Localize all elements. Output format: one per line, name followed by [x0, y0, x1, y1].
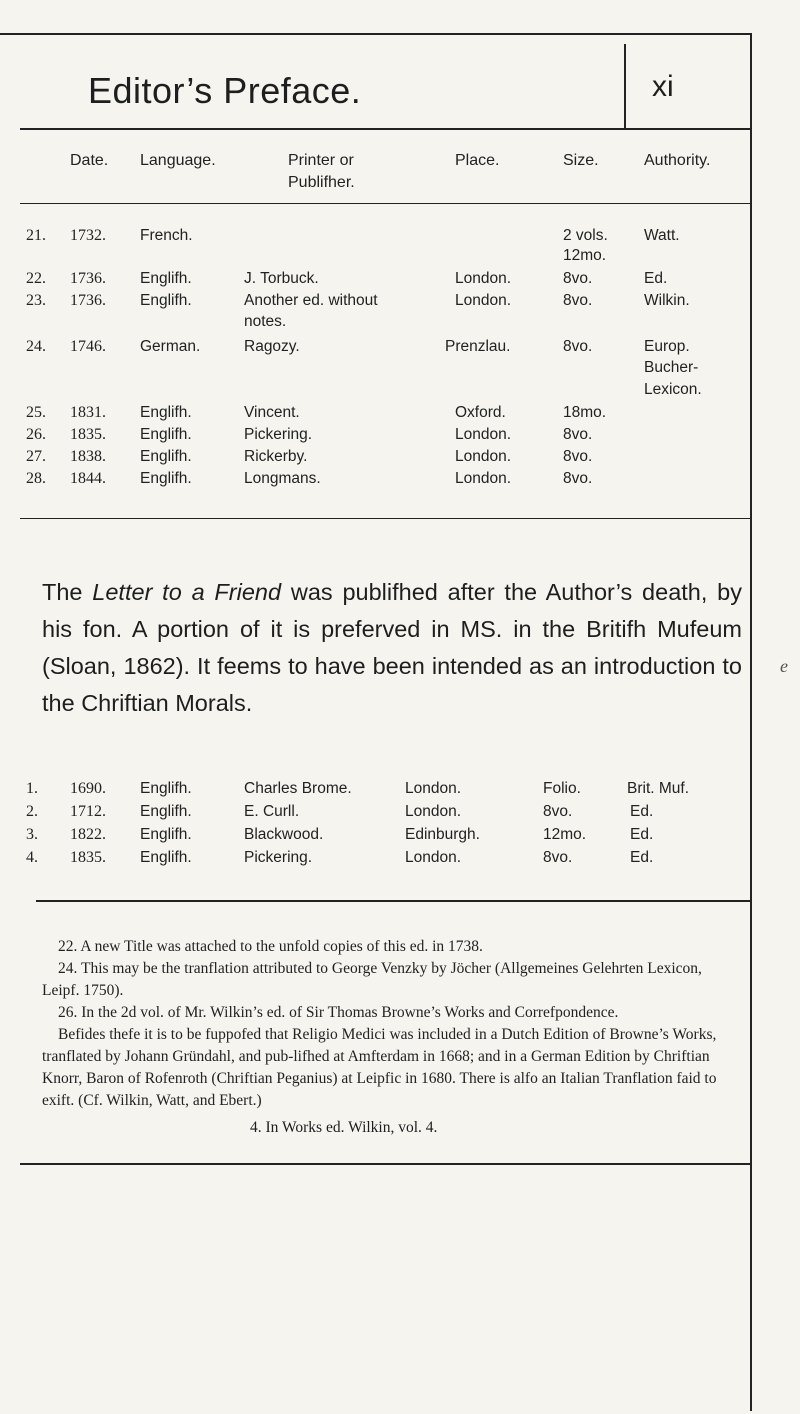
- row-printer-line2: notes.: [244, 313, 287, 330]
- row-printer: Longmans.: [244, 470, 321, 487]
- row-date: 1736.: [70, 292, 106, 309]
- col-size: Size.: [563, 152, 599, 169]
- row-authority: Europ.: [644, 338, 690, 355]
- notes-separator: [36, 900, 750, 902]
- right-border: [750, 33, 752, 1411]
- table1-header-rule: [20, 203, 750, 204]
- row-language: French.: [140, 227, 193, 244]
- row-printer: Another ed. without: [244, 292, 378, 309]
- paragraph-post: was publifhed after the Author’s death, by his fon. A portion of it is preferved in MS. in the Britifh Mufeum (Sloan, 1862). It feems to have been intended as an introduction to the Chriftian Morals.: [42, 579, 743, 716]
- row-date: 1712.: [70, 803, 106, 820]
- row-language: Englifh.: [140, 270, 192, 287]
- row-size: 18mo.: [563, 404, 607, 421]
- row-date: 1835.: [70, 426, 106, 443]
- row-number: 4.: [26, 849, 38, 866]
- row-authority: Brit. Muf.: [627, 780, 690, 797]
- row-printer: Pickering.: [244, 849, 313, 866]
- row-date: 1835.: [70, 849, 106, 866]
- row-place: London.: [455, 470, 512, 487]
- footnote-reference: 4. In Works ed. Wilkin, vol. 4.: [250, 1119, 438, 1136]
- row-authority: Ed.: [630, 826, 654, 843]
- row-number: 1.: [26, 780, 38, 797]
- col-place: Place.: [455, 152, 500, 169]
- row-size: 8vo.: [563, 426, 593, 443]
- header-bottom-rule: [20, 128, 750, 130]
- row-number: 27.: [26, 448, 46, 465]
- row-authority-line3: Lexicon.: [644, 381, 702, 398]
- row-place: London.: [405, 780, 462, 797]
- row-language: Englifh.: [140, 803, 192, 820]
- row-language: Englifh.: [140, 426, 192, 443]
- row-authority: Ed.: [630, 803, 654, 820]
- row-authority: Watt.: [644, 227, 680, 244]
- row-printer: E. Curll.: [244, 803, 300, 820]
- row-place: London.: [405, 803, 462, 820]
- row-number: 26.: [26, 426, 46, 443]
- row-printer: Blackwood.: [244, 826, 324, 843]
- col-date: Date.: [70, 152, 109, 169]
- footnotes: [42, 936, 742, 1112]
- row-printer: Rickerby.: [244, 448, 308, 465]
- table1-bottom-rule: [20, 518, 750, 519]
- row-date: 1844.: [70, 470, 106, 487]
- row-authority: Ed.: [644, 270, 668, 287]
- row-language: Englifh.: [140, 404, 192, 421]
- row-language: Englifh.: [140, 826, 192, 843]
- row-printer: Pickering.: [244, 426, 313, 443]
- row-authority-line2: Bucher-: [644, 359, 699, 376]
- row-date: 1831.: [70, 404, 106, 421]
- row-size-line2: 12mo.: [563, 247, 607, 264]
- row-size: 8vo.: [563, 270, 593, 287]
- header-divider: [624, 44, 626, 128]
- paragraph-pre: The: [42, 579, 93, 605]
- margin-annotation: e: [780, 656, 788, 676]
- row-place: Edinburgh.: [405, 826, 480, 843]
- row-size: 8vo.: [563, 448, 593, 465]
- col-publisher: Publifher.: [288, 174, 355, 191]
- col-authority: Authority.: [644, 152, 711, 169]
- row-authority: Wilkin.: [644, 292, 690, 309]
- row-printer: Vincent.: [244, 404, 300, 421]
- row-number: 24.: [26, 338, 46, 355]
- row-size: 2 vols.: [563, 227, 608, 244]
- row-date: 1690.: [70, 780, 106, 797]
- row-number: 3.: [26, 826, 38, 843]
- page-title: Editor’s Preface.: [88, 70, 362, 111]
- page-number: xi: [652, 70, 674, 103]
- top-rule: [0, 33, 752, 35]
- row-language: Englifh.: [140, 448, 192, 465]
- row-language: Englifh.: [140, 849, 192, 866]
- row-number: 23.: [26, 292, 46, 309]
- row-number: 21.: [26, 227, 46, 244]
- row-place: London.: [405, 849, 462, 866]
- body-paragraph: [42, 574, 742, 722]
- row-size: 8vo.: [563, 470, 593, 487]
- note-item: 26. In the 2d vol. of Mr. Wilkin’s ed. of Sir Thomas Browne’s Works and Correfpondence.: [58, 1004, 619, 1021]
- row-place: London.: [455, 426, 512, 443]
- row-printer: J. Torbuck.: [244, 270, 319, 287]
- col-language: Language.: [140, 152, 216, 169]
- row-language: German.: [140, 338, 201, 355]
- row-size: 8vo.: [563, 292, 593, 309]
- row-language: Englifh.: [140, 780, 192, 797]
- row-printer: Charles Brome.: [244, 780, 352, 797]
- note-item: Befides thefe it is to be fuppofed that Religio Medici was included in a Dutch Edition of Browne’s Works, tranflated by Johann Gründahl, and pub-lifhed at Amfterdam in 1668; and in a German Edition by Chriftian Knorr, Baron of Rofenroth (Chriftian Peganius) at Leipfic in 1680. There is alfo an Italian Tranflation faid to exift. (Cf. Wilkin, Watt, and Ebert.): [42, 1026, 717, 1109]
- paragraph-italic-title: Letter to a Friend: [92, 579, 282, 605]
- row-date: 1838.: [70, 448, 106, 465]
- row-size: 8vo.: [543, 849, 573, 866]
- row-place: Oxford.: [455, 404, 506, 421]
- row-printer: Ragozy.: [244, 338, 300, 355]
- note-item: 24. This may be the tranflation attributed to George Venzky by Jöcher (Allgemeines Gelehrten Lexicon, Leipf. 1750).: [42, 960, 702, 999]
- row-date: 1736.: [70, 270, 106, 287]
- row-date: 1746.: [70, 338, 106, 355]
- row-date: 1822.: [70, 826, 106, 843]
- row-number: 22.: [26, 270, 46, 287]
- row-authority: Ed.: [630, 849, 654, 866]
- row-size: 8vo.: [563, 338, 593, 355]
- row-date: 1732.: [70, 227, 106, 244]
- row-place: London.: [455, 292, 512, 309]
- bottom-rule: [20, 1163, 752, 1165]
- row-language: Englifh.: [140, 292, 192, 309]
- row-language: Englifh.: [140, 470, 192, 487]
- note-item: 22. A new Title was attached to the unfold copies of this ed. in 1738.: [58, 938, 483, 955]
- col-printer: Printer or: [288, 152, 354, 169]
- row-place: Prenzlau.: [445, 338, 511, 355]
- row-size: 8vo.: [543, 803, 573, 820]
- row-place: London.: [455, 270, 512, 287]
- row-number: 25.: [26, 404, 46, 421]
- row-size: 12mo.: [543, 826, 587, 843]
- row-number: 28.: [26, 470, 46, 487]
- row-size: Folio.: [543, 780, 581, 797]
- row-number: 2.: [26, 803, 38, 820]
- row-place: London.: [455, 448, 512, 465]
